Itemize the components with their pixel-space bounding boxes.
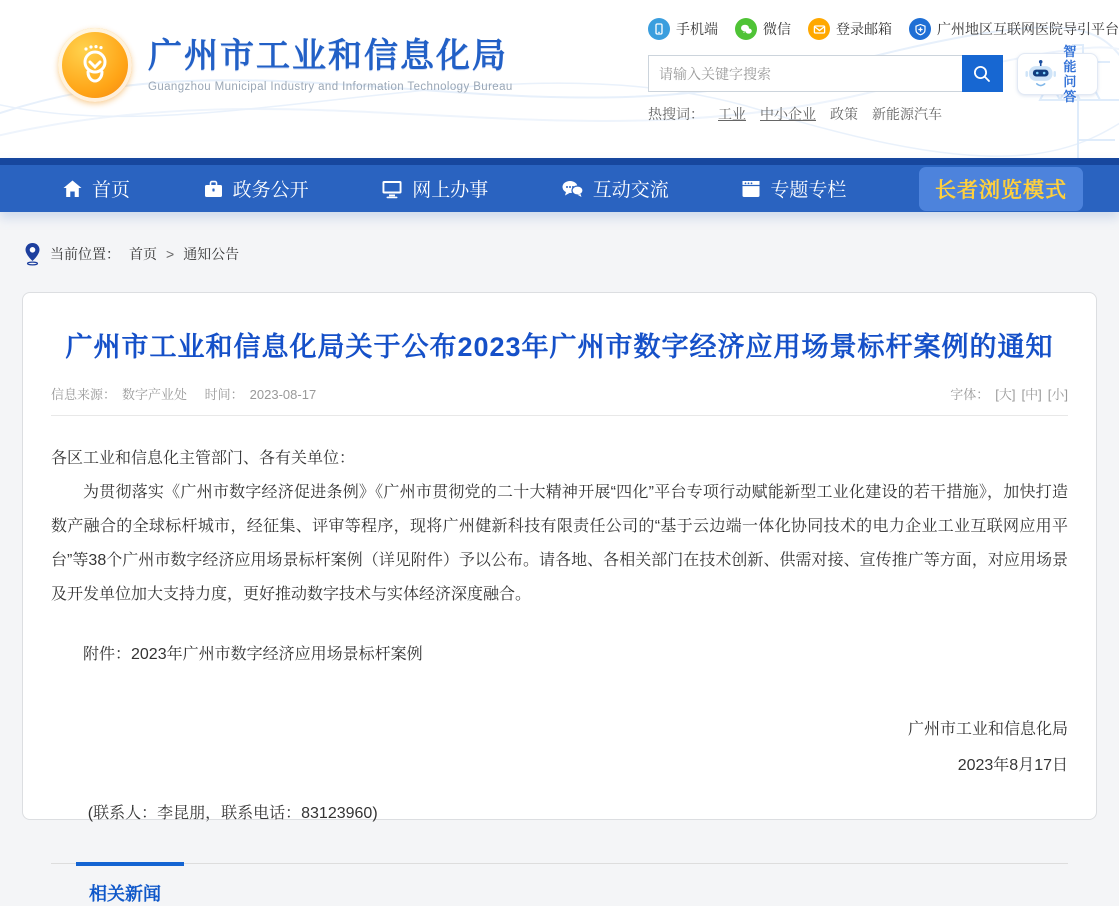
nav-item-government-affairs[interactable]: 政务公开 [203,175,309,202]
quick-link-label: 手机端 [676,21,718,37]
attachment-link[interactable]: 附件：2023年广州市数字经济应用场景标杆案例 [83,646,423,663]
font-size-medium-button[interactable]: [中] [1021,387,1042,402]
site-title: 广州市工业和信息化局 [148,37,508,76]
briefcase-icon [203,179,224,199]
header-right-panel [648,14,1119,124]
source-value: 数字产业处 [122,387,188,402]
chat-icon [561,179,584,199]
mobile-site-link[interactable] [648,18,718,40]
robot-icon [1024,59,1057,89]
related-news-title: 相关新闻 [89,884,161,904]
nav-item-online-services[interactable]: 网上办事 [381,175,488,202]
article-body [51,442,1068,612]
site-subtitle: Guangzhou Municipal Industry and Information Technology Bureau [148,80,513,93]
main-navigation [0,158,1119,212]
smart-qa-button[interactable] [1017,44,1098,104]
article-card [22,292,1097,904]
search-icon [972,64,992,84]
wechat-link[interactable] [735,18,791,40]
meta-divider [51,415,1068,416]
hot-word-policy[interactable]: 政策 [830,106,858,122]
contact-line: (联系人：李昆朋，联系电话：83123960) [87,805,378,822]
font-size-controls [950,384,1068,403]
nav-item-special-topics[interactable]: 专题专栏 [741,175,846,202]
breadcrumb-current[interactable]: 通知公告 [183,246,240,262]
bureau-emblem-icon [58,28,132,102]
logo-text [148,37,513,92]
hot-word-sme[interactable]: 中小企业 [760,106,816,122]
mail-icon [808,18,830,40]
font-size-large-button[interactable]: [大] [995,387,1016,402]
font-size-label: 字体： [950,387,990,402]
nav-item-home[interactable]: 首页 [62,175,130,202]
wechat-icon [735,18,757,40]
article-title: 广州市工业和信息化局关于公布2023年广州市数字经济应用场景标杆案例的通知 [65,332,1054,362]
home-icon [62,179,83,199]
quick-link-label: 微信 [763,21,791,37]
search-bar [648,44,1098,104]
article-meta-left [51,384,322,403]
search-button[interactable] [962,55,1003,92]
site-logo[interactable] [58,28,513,102]
hot-search-row [648,104,1098,124]
breadcrumb [0,212,1119,266]
search-input[interactable] [648,55,962,92]
signature-date: 2023年8月17日 [957,757,1068,774]
monitor-icon [381,179,403,199]
site-header [0,0,1119,158]
hospital-icon [909,18,931,40]
mail-login-link[interactable] [808,18,892,40]
hot-word-nev[interactable]: 新能源汽车 [872,106,942,122]
breadcrumb-label: 当前位置： [50,246,120,262]
location-pin-icon [24,242,41,266]
article-meta-row [51,384,1068,403]
source-label: 信息来源： [51,387,117,402]
hot-search-label: 热搜词： [648,106,704,122]
grid-window-icon [741,179,761,199]
smart-qa-label: 智能 问答 [1063,44,1077,104]
font-size-small-button[interactable]: [小] [1047,387,1068,402]
signature-block [51,712,1068,784]
breadcrumb-home-link[interactable]: 首页 [129,246,157,262]
internet-hospital-link[interactable] [909,18,1119,40]
salutation-paragraph: 各区工业和信息化主管部门、各有关单位： [51,450,356,467]
quick-links [648,14,1119,44]
body-paragraph: 为贯彻落实《广州市数字经济促进条例》《广州市贯彻党的二十大精神开展“四化”平台专项行动赋能新型工业化建设的若干措施》，加快打造数产融合的全球标杆城市，经征集、评审等程序，现将广州健新科技有限责任公司的“基于云边端一体化协同技术的电力企业工业互联网应用平台”等38个广州市数字经济应用场景标杆案例（详见附件）予以公布。请各地、各相关部门在技术创新、供需对接、宣传推广等方面，对应用场景及开发单位加大支持力度，更好推动数字技术与实体经济深度融合。 [51,484,1068,603]
time-label: 时间： [204,387,244,402]
quick-link-label: 登录邮箱 [836,21,892,37]
hot-word-industry[interactable]: 工业 [718,106,746,122]
time-value: 2023-08-17 [249,387,317,402]
elder-mode-button[interactable]: 长者浏览模式 [919,167,1083,211]
mobile-icon [648,18,670,40]
quick-link-label: 广州地区互联网医院导引平台 [937,21,1119,37]
related-news-accent-bar [76,862,184,866]
breadcrumb-separator: > [166,246,175,262]
related-news-divider [51,863,1068,864]
signature-org: 广州市工业和信息化局 [907,721,1068,738]
nav-item-interaction[interactable]: 互动交流 [561,175,669,202]
